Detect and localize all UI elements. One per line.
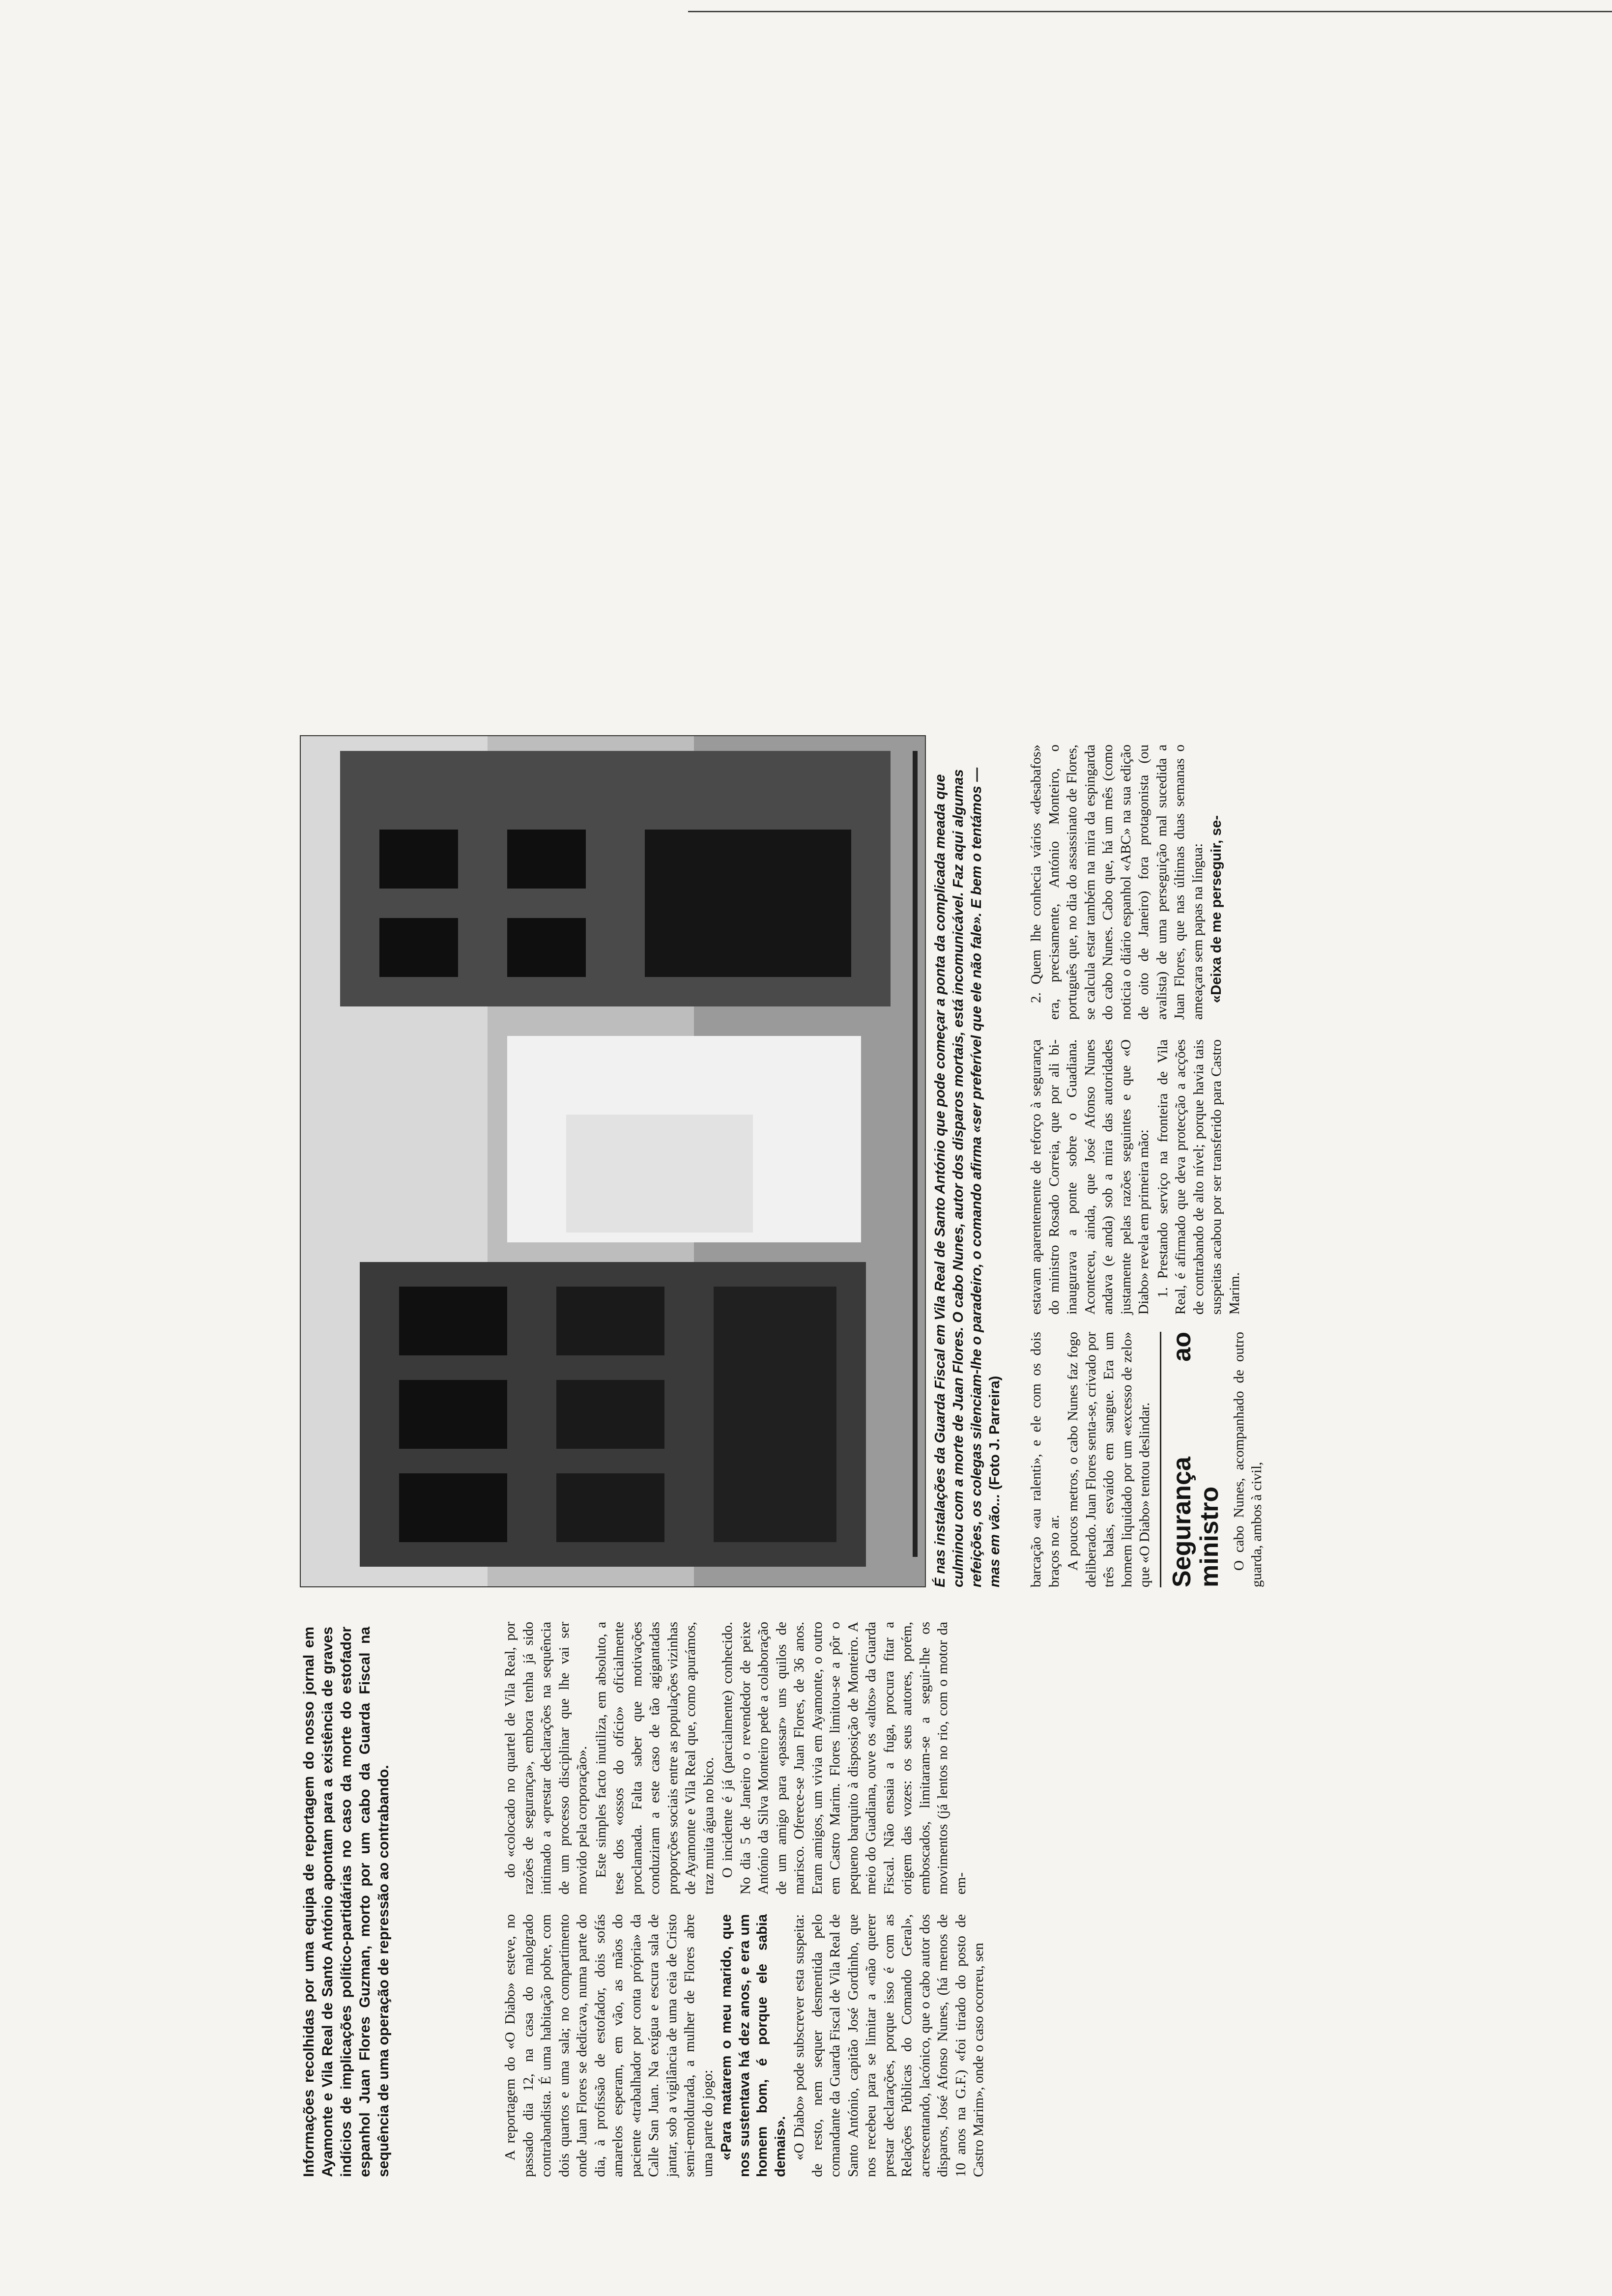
article-column-3 [1027,1332,1267,1587]
paragraph: A reportagem do «O Diabo» esteve, no passado dia 12, na casa do malogrado contrabandista. É uma habitação pobre, com dois quartos e uma sala; no compartimento onde Juan Flores se dedicava, numa parte do dia, à profissão de estofador, dois sofás amarelos esperam, em vão, as mãos do paciente «trabalhador por conta própria» da Calle San Juan. Na exígua e escura sala de jantar, sob a vigilância de uma ceia de Cristo semi-emoldurada, a mulher de Flores abre uma parte do jogo: [502,1914,716,2177]
paragraph [718,1914,789,2177]
article-column-1 [501,1914,989,2177]
guarda-fiscal-building-photo [300,735,926,1587]
quote-bold: «Deixa de me perseguir, se- [1209,815,1224,1003]
article-column-5 [1027,745,1227,1020]
article-column-2 [501,1622,971,1894]
paragraph: barcação «au ralenti», e ele com os dois braços no ar. [1028,1332,1062,1587]
caption-credit: (Foto J. Parreira) [987,1376,1003,1490]
paragraph: estavam aparentemente de reforço à segurança do ministro Rosado Correia, que por ali bi-inaugurava a ponte sobre o Guadiana. Aconteceu, ainda, que José Afonso Nunes andava (e anda) sob a mira das autoridades justamente pelas razões seguintes e que «O Diabo» revela em primeira mão: [1028,1039,1151,1315]
newspaper-page [300,182,1312,2177]
paragraph [1208,745,1226,1020]
caption-text: É nas instalações da Guarda Fiscal em Vila Real de Santo António que pode começar a ponta da complicada meada que culminou com a morte de Juan Flores. O cabo Nunes, autor dos disparos mortais, está incomunicável. Faz aqui algumas refeições, os colegas silenciam-lhe o paradeiro, o comando afirma «ser preferível que ele não fale». E bem o tentámos — mas em vão... [932,767,1003,1587]
paragraph: do «colocado no quartel de Vila Real, por razões de segurança», embora tenha já sido intimado a «prestar declarações na sequência de um processo disciplinar que lhe vai ser movido pela corporação». [502,1622,590,1894]
article-column-4 [1027,1039,1244,1315]
subhead-seguranca: Segurança ao ministro [1160,1332,1223,1587]
paragraph: 2. Quem lhe conhecia vários «desabafos» era, precisamente, António Monteiro, o português que, no dia do assassinato de Flores, se calcula estar também na mira da espingarda do cabo Nunes. Cabo que, há um mês (como noticia o diário espanhol «ABC» na sua edição de oito de Janeiro) fora protagonista (ou avalista) de uma perseguição mal sucedida a Juan Flores, que nas últimas duas semanas o ameaçara sem papas na língua: [1028,745,1206,1020]
quote-bold: «Para matarem o meu marido, que nos sustentava há dez anos, e era um homem bom, é porque ele sabia demais». [719,1914,788,2177]
photo-caption [931,737,1004,1587]
paragraph: «O Diabo» pode subscrever esta suspeita: de resto, nem sequer desmentida pelo comandante da Guarda Fiscal de Vila Real de Santo António, capitão José Gordinho, que nos recebeu para se limitar a «não querer prestar declarações, porque isso é com as Relações Públicas do Comando Geral», acrescentando, lacónico, que o cabo autor dos disparos, José Afonso Nunes, (há menos de 10 anos na G.F.) «foi tirado do posto de Castro Marim», onde o caso ocorreu, sen [791,1914,986,2177]
paragraph: A poucos metros, o cabo Nunes faz fogo deliberado. Juan Flores senta-se, crivado por três balas, esvaído em sangue. Era um homem liquidado por um «excesso de zelo» que «O Diabo» tentou deslindar. [1065,1332,1152,1587]
paragraph: Este simples facto inutiliza, em absoluto, a tese dos «ossos do ofício» oficialmente proclamada. Falta saber que motivações conduziram a este caso de tão agigantadas proporções sociais entre as populações vizinhas de Ayamonte e Vila Real que, como apurámos, traz muita água no bico. [593,1622,717,1894]
paragraph: O cabo Nunes, acompanhado de outro guarda, ambos à civil, [1231,1332,1265,1587]
article-lead: Informações recolhidas por uma equipa de reportagem do nosso jornal em Ayamonte e Vila Real de Santo António apontam para a existência de graves indícios de implicações político-partidárias no caso da morte do estofador espanhol Juan Flores Guzman, morto por um cabo da Guarda Fiscal na sequência de uma operação de repressão ao contrabando. [301,1627,392,2177]
scan-edge-line [688,11,1612,12]
paragraph: 1. Prestando serviço na fronteira de Vila Real, é afirmado que deva protecção a acções de contrabando de alto nível; porque havia tais suspeitas acabou por ser transferido para Castro Marim. [1154,1039,1242,1315]
paragraph: O incidente é já (parcialmente) conhecido. No dia 5 de Janeiro o revendedor de peixe António da Silva Monteiro pede a colaboração de um amigo para «passar» uns quilos de marisco. Oferece-se Juan Flores, de 36 anos. Eram amigos, um vivia em Ayamonte, o outro em Castro Marim. Flores limitou-se a pôr o pequeno barquito à disposição de Monteiro. A meio do Guadiana, ouve os «altos» da Guarda Fiscal. Não ensaia a fuga, procura fitar a origem das vozes: os seus autores, porém, emboscados, limitaram-se a seguir-lhe os movimentos (já lentos no rio, com o motor da em- [720,1622,969,1894]
